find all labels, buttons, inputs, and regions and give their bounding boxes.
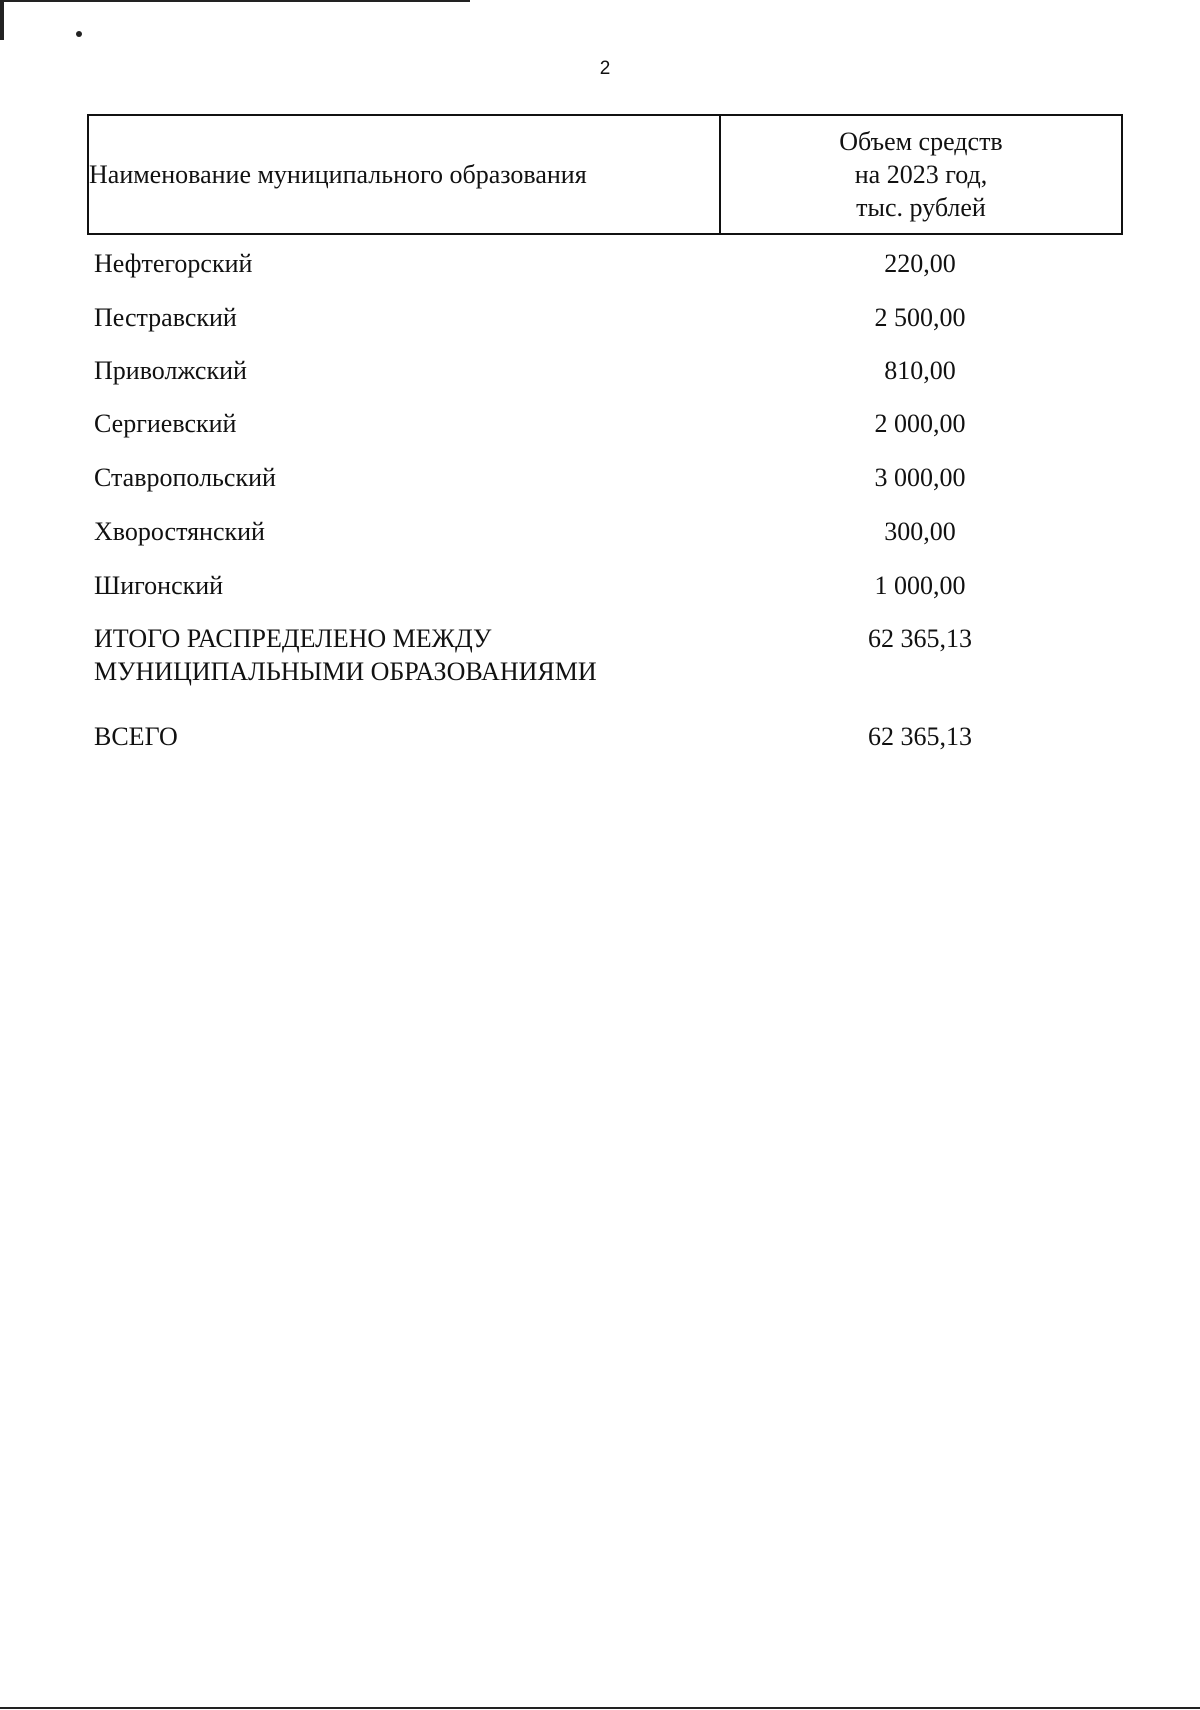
row-name-line: МУНИЦИПАЛЬНЫМИ ОБРАЗОВАНИЯМИ [94, 657, 597, 686]
header-amount [721, 116, 1121, 233]
header-amount-line: Объем средств [839, 127, 1003, 156]
scan-bottom-line [0, 1707, 1200, 1709]
row-name: Нефтегорский [94, 249, 253, 278]
row-name: ВСЕГО [94, 722, 178, 751]
row-value: 300,00 [884, 517, 956, 546]
row-value: 3 000,00 [874, 463, 966, 492]
row-name [94, 622, 597, 688]
header-municipality-name: Наименование муниципального образования [89, 116, 721, 233]
row-value: 62 365,13 [868, 722, 972, 751]
row-value: 62 365,13 [868, 624, 972, 653]
row-value: 2 500,00 [874, 303, 966, 332]
scan-dot [76, 31, 82, 37]
row-name: Хворостянский [94, 517, 265, 546]
row-value: 810,00 [884, 356, 956, 385]
row-name: Пестравский [94, 303, 237, 332]
row-name: Ставропольский [94, 463, 276, 492]
page-number: 2 [599, 58, 611, 79]
scan-edge-mark [0, 0, 4, 40]
scan-top-line [0, 0, 470, 2]
row-value: 1 000,00 [874, 571, 966, 600]
header-amount-line: тыс. рублей [856, 193, 986, 222]
row-value: 2 000,00 [874, 409, 966, 438]
row-name: Шигонский [94, 571, 224, 600]
header-amount-line: на 2023 год, [854, 160, 988, 189]
row-name-line: ИТОГО РАСПРЕДЕЛЕНО МЕЖДУ [94, 624, 492, 653]
row-value: 220,00 [884, 249, 956, 278]
row-name: Сергиевский [94, 409, 237, 438]
row-name: Приволжский [94, 356, 247, 385]
table-header [87, 114, 1123, 235]
